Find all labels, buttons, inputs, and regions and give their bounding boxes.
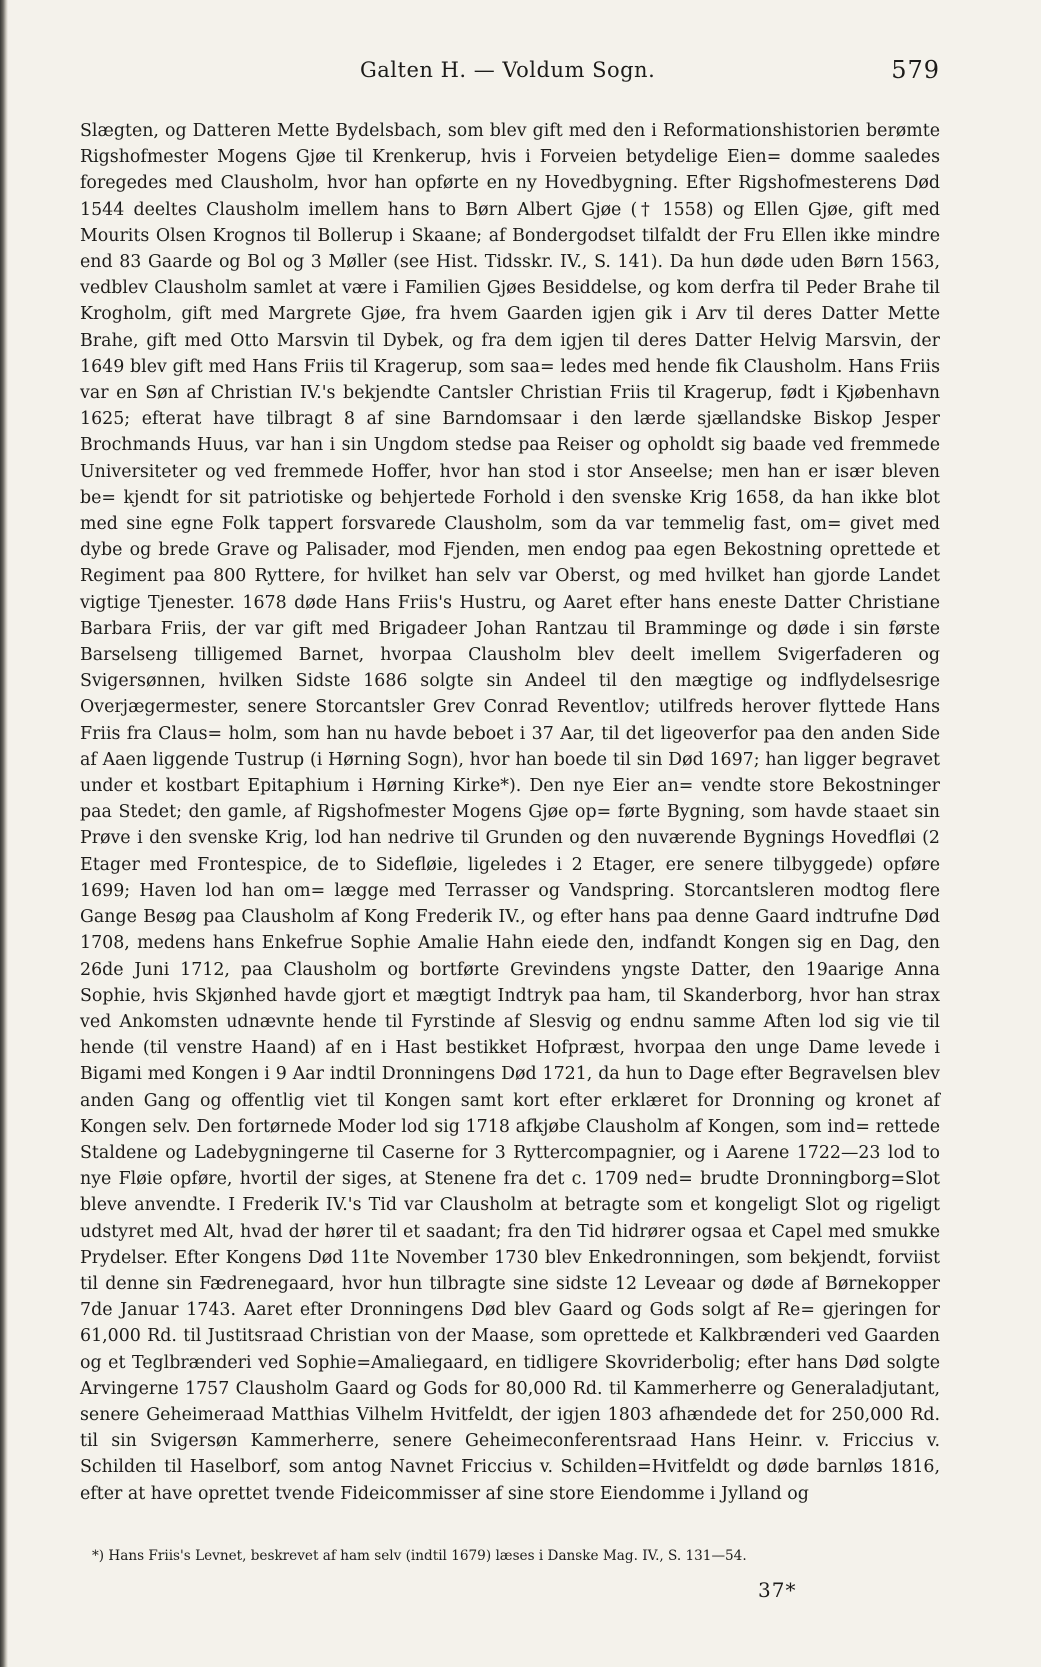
sheet-signature: 37* bbox=[758, 1578, 797, 1602]
footnote-divider bbox=[80, 1534, 940, 1535]
footnote: *) Hans Friis's Levnet, beskrevet af ham selv (indtil 1679) læses i Danske Mag. IV., S. 131—54. bbox=[92, 1548, 747, 1564]
body-paragraph: Slægten, og Datteren Mette Bydelsbach, som blev gift med den i Reformationshistorien berømte Rigshofmester Mogens Gjøe til Krenkerup, hvis i Forveien betydelige Eien= domme saaledes foregedes med Clausholm, hvor han opførte en ny Hovedbygning. Efter Rigshofmesterens Død 1544 deeltes Clausholm imellem hans to Børn Albert Gjøe († 1558) og Ellen Gjøe, gift med Mourits Olsen Krognos til Bollerup i Skaane; af Bondergodset tilfaldt der Fru Ellen ikke mindre end 83 Gaarde og Bol og 3 Møller (see Hist. Tidsskr. IV., S. 141). Da hun døde uden Børn 1563, vedblev Clausholm samlet at være i Familien Gjøes Besiddelse, og kom derfra til Peder Brahe til Krogholm, gift med Margrete Gjøe, fra hvem Gaarden igjen gik i Arv til deres Datter Mette Brahe, gift med Otto Marsvin til Dybek, og fra dem igjen til deres Datter Helvig Marsvin, der 1649 blev gift med Hans Friis til Kragerup, som saa= ledes med hende fik Clausholm. Hans Friis var en Søn af Christian IV.'s bekjendte Cantsler Christian Friis til Kragerup, født i Kjøbenhavn 1625; efterat have tilbragt 8 af sine Barndomsaar i den lærde sjællandske Biskop Jesper Brochmands Huus, var han i sin Ungdom stedse paa Reiser og opholdt sig baade ved fremmede Universiteter og ved fremmede Hoffer, hvor han stod i stor Anseelse; men han er især bleven be= kjendt for sit patriotiske og behjertede Forhold i den svenske Krig 1658, da han ikke blot med sine egne Folk tappert forsvarede Clausholm, som da var temmelig fast, om= givet med dybe og brede Grave og Palisader, mod Fjenden, men endog paa egen Bekostning oprettede et Regiment paa 800 Ryttere, for hvilket han selv var Oberst, og med hvilket han gjorde Landet vigtige Tjenester. 1678 døde Hans Friis's Hustru, og Aaret efter hans eneste Datter Christiane Barbara Friis, der var gift med Brigadeer Johan Rantzau til Bramminge og døde i sin første Barselseng tilligemed Barnet, hvorpaa Clausholm blev deelt imellem Svigerfaderen og Svigersønnen, hvilken Sidste 1686 solgte sin Andeel til den mægtige og indflydelsesrige Overjægermester, senere Storcantsler Grev Conrad Reventlov; utilfreds herover flyttede Hans Friis fra Claus= holm, som han nu havde beboet i 37 Aar, til det ligeoverfor paa den anden Side af Aaen liggende Tustrup (i Hørning Sogn), hvor han boede til sin Død 1697; han ligger begravet under et kostbart Epitaphium i Hørning Kirke*). Den nye Eier an= vendte store Bekostninger paa Stedet; den gamle, af Rigshofmester Mogens Gjøe op= førte Bygning, som havde staaet sin Prøve i den svenske Krig, lod han nedrive til Grunden og den nuværende Bygnings Hovedfløi (2 Etager med Frontespice, de to Sidefløie, ligeledes i 2 Etager, ere senere tilbyggede) opføre 1699; Haven lod han om= lægge med Terrasser og Vandspring. Storcantsleren modtog flere Gange Besøg paa Clausholm af Kong Frederik IV., og efter hans paa denne Gaard indtrufne Død 1708, medens hans Enkefrue Sophie Amalie Hahn eiede den, indfandt Kongen sig en Dag, den 26de Juni 1712, paa Clausholm og bortførte Grevindens yngste Datter, den 19aarige Anna Sophie, hvis Skjønhed havde gjort et mægtigt Indtryk paa ham, til Skanderborg, hvor han strax ved Ankomsten udnævnte hende til Fyrstinde af Slesvig og endnu samme Aften lod sig vie til hende (til venstre Haand) af en i Hast bestikket Hofpræst, hvorpaa den unge Dame levede i Bigami med Kongen i 9 Aar indtil Dronningens Død 1721, da hun to Dage efter Begravelsen blev anden Gang og offentlig viet til Kongen samt kort efter erklæret for Dronning og kronet af Kongen selv. Den fortørnede Moder lod sig 1718 afkjøbe Clausholm af Kongen, som ind= rettede Staldene og Ladebygningerne til Caserne for 3 Ryttercompagnier, og i Aarene 1722—23 lod to nye Fløie opføre, hvortil der siges, at Stenene fra det c. 1709 ned= brudte Dronningborg=Slot bleve anvendte. I Frederik IV.'s Tid var Clausholm at betragte som et kongeligt Slot og rigeligt udstyret med Alt, hvad der hører til et saadant; fra den Tid hidrører ogsaa et Capel med smukke Prydelser. Efter Kongens Død 11te November 1730 blev Enkedronningen, som bekjendt, forviist til denne sin Fædrenegaard, hvor hun tilbragte sine sidste 12 Leveaar og døde af Børnekopper 7de Januar 1743. Aaret efter Dronningens Død blev Gaard og Gods solgt af Re= gjeringen for 61,000 Rd. til Justitsraad Christian von der Maase, som oprettede et Kalkbrænderi ved Gaarden og et Teglbrænderi ved Sophie=Amaliegaard, en tidligere Skovriderbolig; efter hans Død solgte Arvingerne 1757 Clausholm Gaard og Gods for 80,000 Rd. til Kammerherre og Generaladjutant, senere Geheimeraad Matthias Vilhelm Hvitfeldt, der igjen 1803 afhændede det for 250,000 Rd. til sin Svigersøn Kammerherre, senere Geheimeconferentsraad Hans Heinr. v. Friccius v. Schilden til Haselborf, som antog Navnet Friccius v. Schilden=Hvitfeldt og døde barnløs 1816, efter at have oprettet tvende Fideicommisser af sine store Eiendomme i Jylland og bbox=[80, 121, 940, 1504]
page-binding-edge bbox=[0, 0, 8, 1667]
body-text bbox=[80, 118, 940, 1507]
page-number: 579 bbox=[891, 56, 940, 84]
running-head: Galten H. — Voldum Sogn. bbox=[360, 58, 656, 82]
page-header bbox=[80, 56, 940, 88]
